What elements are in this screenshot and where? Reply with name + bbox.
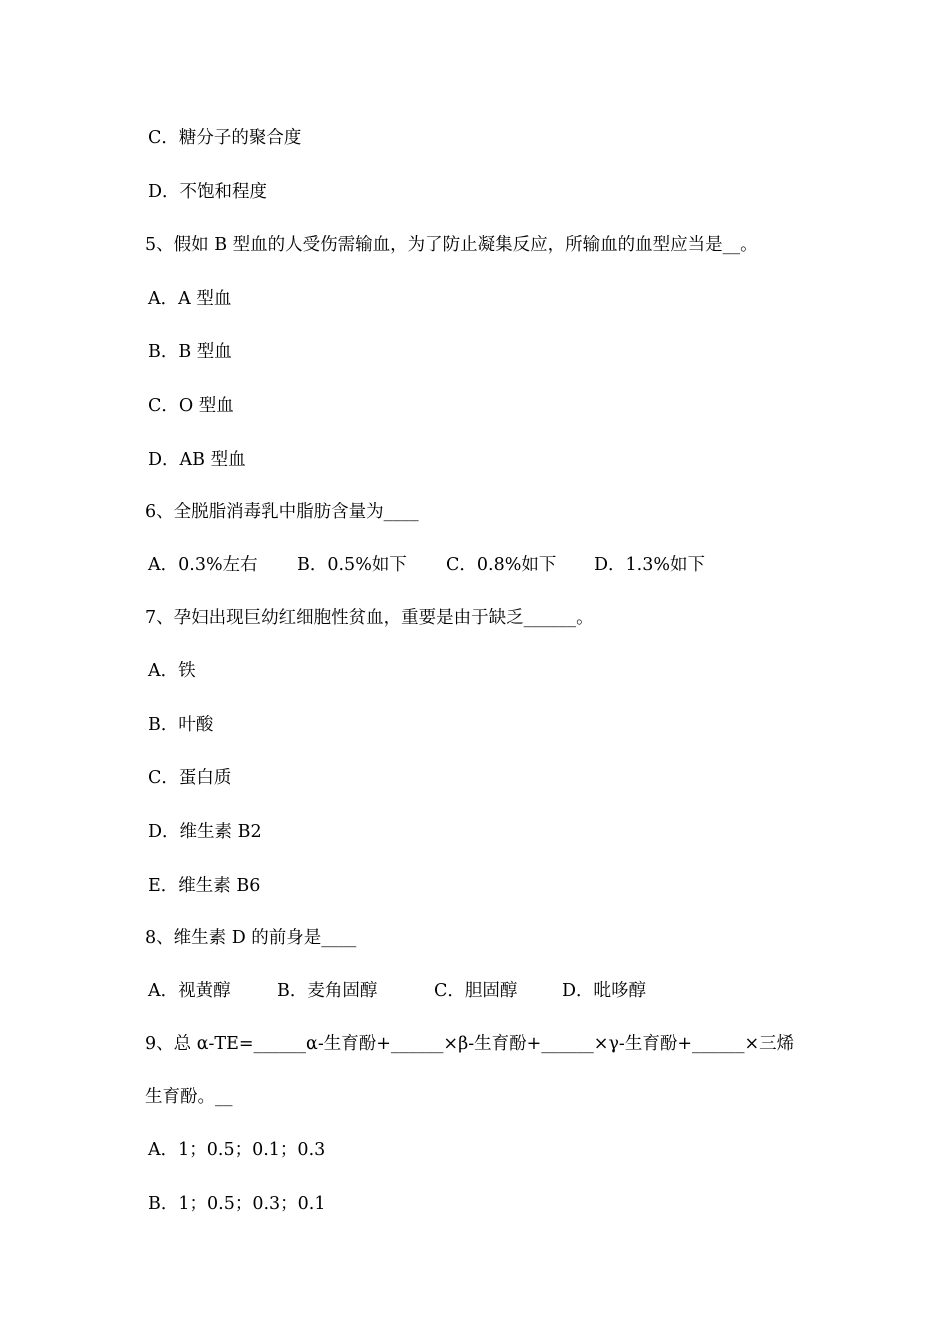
q7-option-e: E．维生素 B6: [148, 876, 261, 896]
q7-option-c: C．蛋白质: [148, 768, 232, 788]
q5-option-a: A．A 型血: [148, 289, 232, 309]
question-9-line-1: 9、总 α-TE=______α-生育酚+______×β-生育酚+______×γ-生育酚+______×三烯: [145, 1034, 795, 1054]
q7-option-d: D．维生素 B2: [148, 822, 262, 842]
q5-option-d: D．AB 型血: [148, 450, 246, 470]
question-7: 7、孕妇出现巨幼红细胞性贫血，重要是由于缺乏______。: [145, 608, 594, 628]
q9-option-b: B．1；0.5；0.3；0.1: [148, 1194, 326, 1214]
q8-options-row: [0, 979, 950, 1003]
q4-option-d: D．不饱和程度: [148, 182, 268, 202]
q8-option-b: B．麦角固醇: [277, 981, 378, 1001]
question-6: 6、全脱脂消毒乳中脂肪含量为____: [145, 502, 419, 522]
q8-option-d: D．吡哆醇: [562, 981, 647, 1001]
q4-option-c: C．糖分子的聚合度: [148, 128, 302, 148]
q6-options-row: [0, 553, 950, 577]
q6-option-b: B．0.5%如下: [297, 555, 407, 575]
q6-option-d: D．1.3%如下: [594, 555, 705, 575]
question-9-line-2: 生育酚。__: [145, 1087, 233, 1107]
q9-option-a: A．1；0.5；0.1；0.3: [148, 1140, 326, 1160]
question-5: 5、假如 B 型血的人受伤需输血，为了防止凝集反应，所输血的血型应当是__。: [145, 235, 758, 255]
q8-option-a: A．视黄醇: [148, 981, 231, 1001]
q8-option-c: C．胆固醇: [434, 981, 518, 1001]
q7-option-a: A．铁: [148, 661, 196, 681]
q7-option-b: B．叶酸: [148, 715, 214, 735]
q5-option-c: C．O 型血: [148, 396, 234, 416]
q5-option-b: B．B 型血: [148, 342, 232, 362]
q6-option-c: C．0.8%如下: [446, 555, 557, 575]
q6-option-a: A．0.3%左右: [148, 555, 258, 575]
question-8: 8、维生素 D 的前身是____: [145, 928, 357, 948]
